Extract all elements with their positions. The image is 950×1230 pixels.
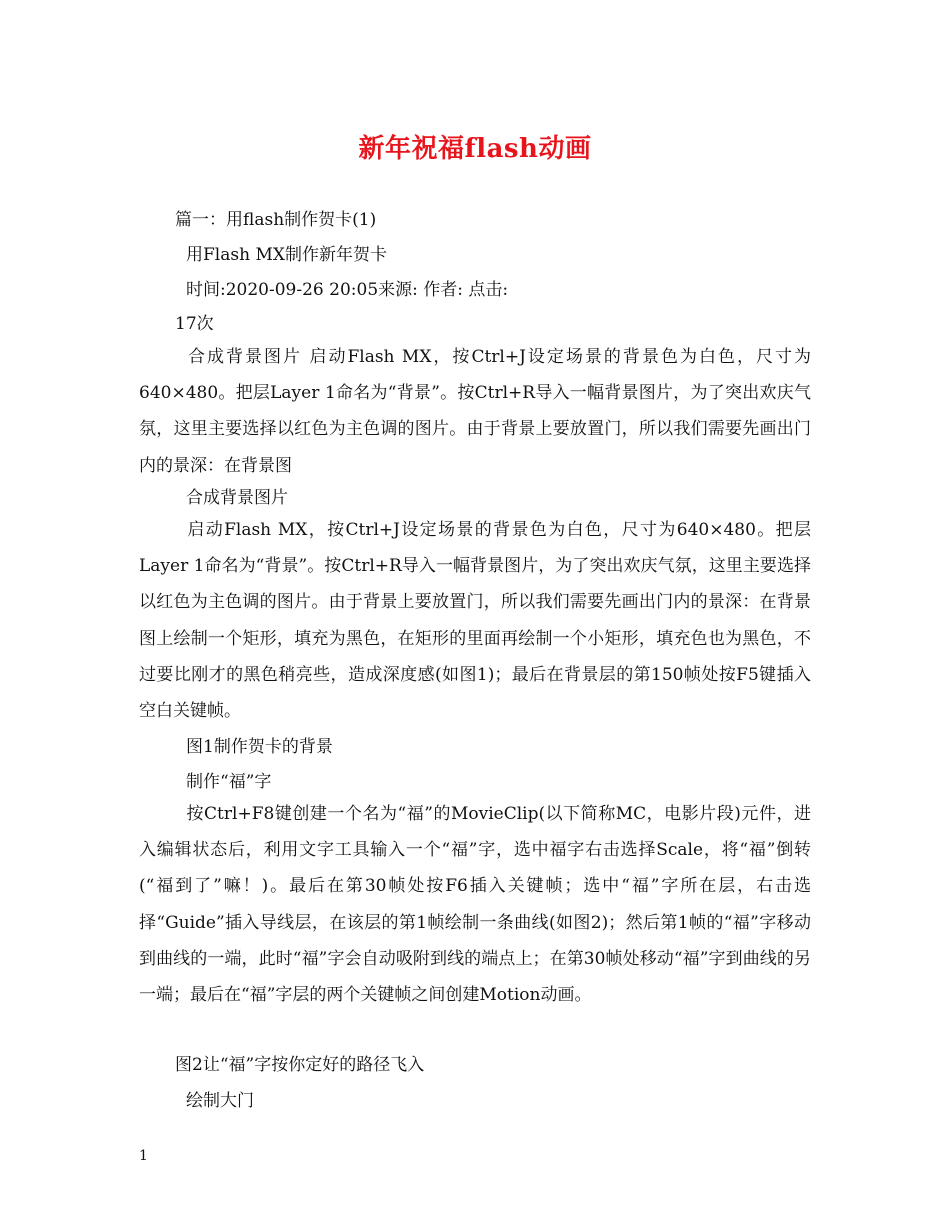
document-title: 新年祝福flash动画 [358, 134, 592, 164]
article-meta: 时间:2020-09-26 20:05来源: 作者: 点击: [186, 280, 509, 300]
paragraph-intro [139, 339, 811, 484]
page-number: 1 [139, 1148, 148, 1164]
paragraph-fu [139, 796, 811, 1013]
article-meta-count: 17次 [175, 314, 214, 334]
paragraph-intro-text: 合成背景图片 启动Flash MX，按Ctrl+J设定场景的背景色为白色，尺寸为640×480。把层Layer 1命名为“背景”。按Ctrl+R导入一幅背景图片，为了突出欢庆气氛，这里主要选择以红色为主色调的图片。由于背景上要放置门，所以我们需要先画出门内的景深：在背景图 [139, 347, 811, 476]
figure-caption-2: 图2让“福”字按你定好的路径飞入 [175, 1055, 425, 1075]
figure-caption-1: 图1制作贺卡的背景 [186, 737, 333, 757]
subheading-background: 合成背景图片 [186, 488, 288, 508]
paragraph-fu-text: 按Ctrl+F8键创建一个名为“福”的MovieClip(以下简称MC，电影片段)元件，进入编辑状态后，利用文字工具输入一个“福”字，选中福字右击选择Scale，将“福”倒转(“福到了”嘛！)。最后在第30帧处按F6插入关键帧；选中“福”字所在层，右击选择“Guide”插入导线层，在该层的第1帧绘制一条曲线(如图2)；然后第1帧的“福”字移动到曲线的一端，此时“福”字会自动吸附到线的端点上；在第30帧处移动“福”字到曲线的另一端；最后在“福”字层的两个关键帧之间创建Motion动画。 [139, 804, 811, 1006]
paragraph-background-text: 启动Flash MX，按Ctrl+J设定场景的背景色为白色，尺寸为640×480。把层Layer 1命名为“背景”。按Ctrl+R导入一幅背景图片，为了突出欢庆气氛，这里主要选择以红色为主色调的图片。由于背景上要放置门，所以我们需要先画出门内的景深：在背景图上绘制一个矩形，填充为黑色，在矩形的里面再绘制一个小矩形，填充色也为黑色，不过要比刚才的黑色稍亮些，造成深度感(如图1)；最后在背景层的第150帧处按F5键插入空白关键帧。 [139, 520, 811, 722]
article-title: 用Flash MX制作新年贺卡 [186, 245, 387, 265]
subheading-door: 绘制大门 [186, 1091, 254, 1111]
paragraph-background [139, 512, 811, 729]
subheading-fu: 制作“福”字 [186, 772, 272, 792]
section-heading: 篇一：用flash制作贺卡(1) [175, 210, 377, 230]
